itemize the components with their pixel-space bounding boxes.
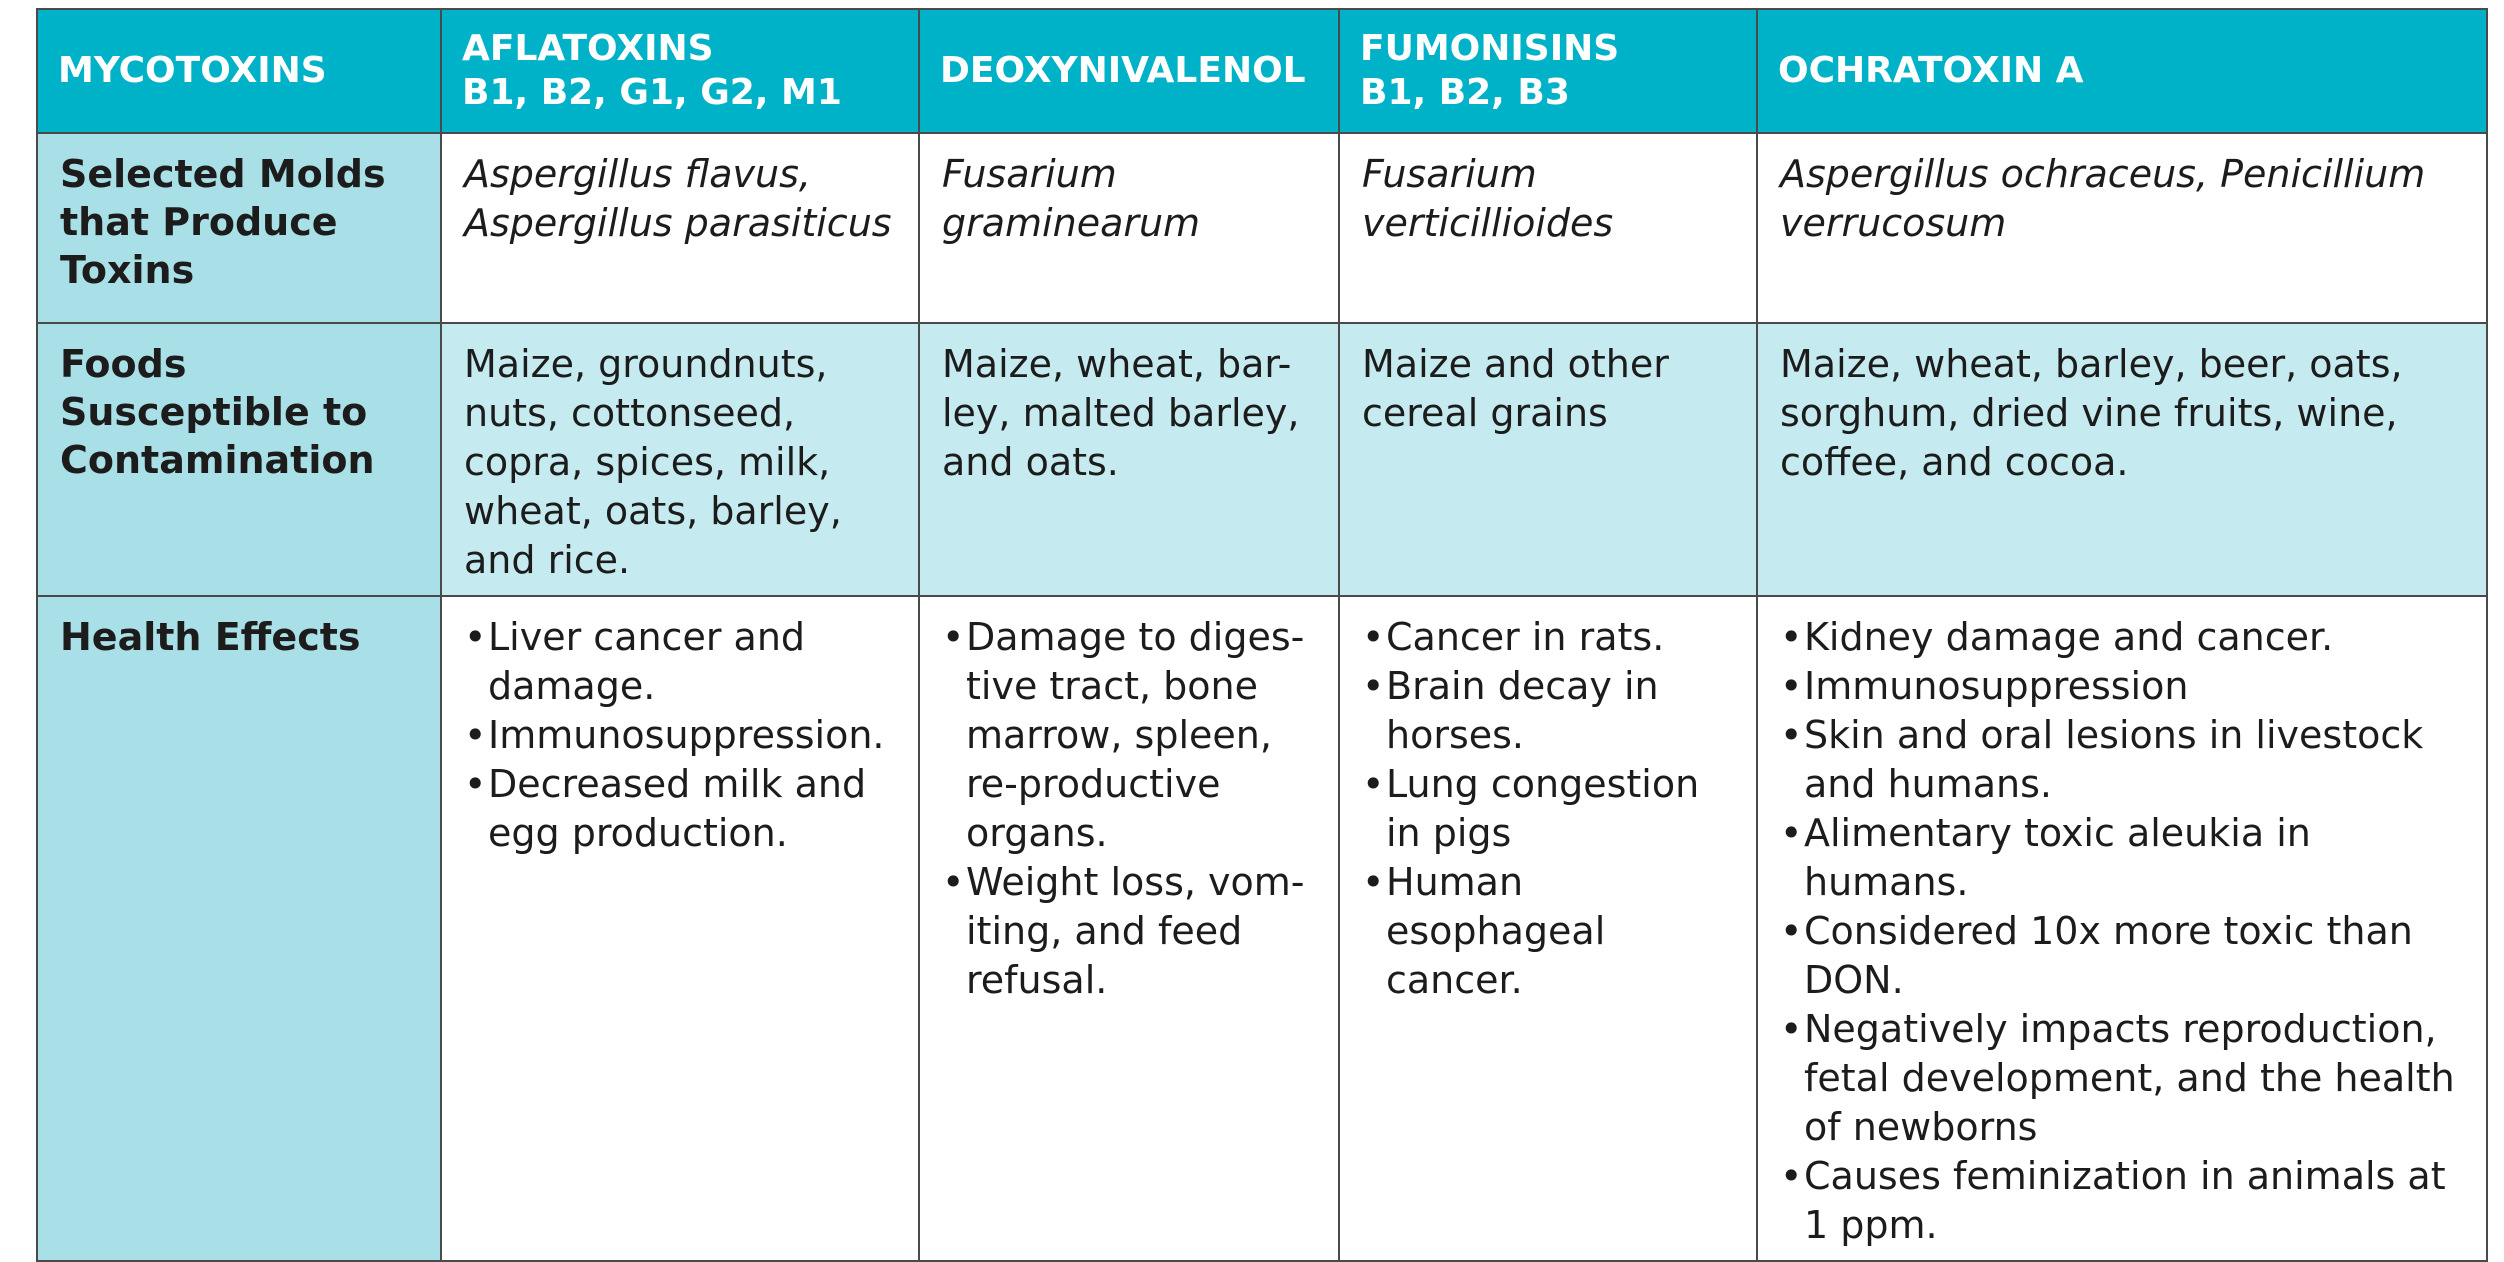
health-effect-item — [1362, 613, 1736, 662]
bullet-glyph: • — [1362, 762, 1385, 806]
bullet-glyph: • — [464, 615, 487, 659]
cell-health-aflatoxins — [441, 596, 919, 1261]
health-list-fumonisins — [1362, 613, 1736, 1005]
header-fumonisins-line1: FUMONISINS — [1360, 28, 1620, 69]
cell-foods-fumonisins: Maize and other cereal grains — [1339, 323, 1757, 596]
bullet-glyph: • — [1362, 664, 1385, 708]
header-fumonisins-line2: B1, B2, B3 — [1360, 72, 1570, 113]
bullet-glyph: • — [1780, 1007, 1803, 1051]
header-fumonisins — [1339, 9, 1757, 133]
health-effect-text: Kidney damage and cancer. — [1804, 615, 2334, 659]
health-effect-item — [464, 711, 898, 760]
cell-foods-ochratoxin: Maize, wheat, barley, beer, oats, sorghum, dried vine fruits, wine, coffee, and cocoa. — [1757, 323, 2487, 596]
header-aflatoxins-line2: B1, B2, G1, G2, M1 — [462, 72, 842, 113]
health-effect-item — [1780, 1005, 2466, 1152]
table-header — [37, 9, 2487, 133]
health-effect-text: Human esophageal cancer. — [1386, 860, 1606, 1002]
bullet-glyph: • — [1780, 664, 1803, 708]
header-row — [37, 9, 2487, 133]
header-deoxynivalenol-label: DEOXYNIVALENOL — [940, 50, 1306, 91]
header-mycotoxins-label: MYCOTOXINS — [58, 50, 327, 91]
health-effect-item — [1780, 1152, 2466, 1250]
row-label-health: Health Effects — [37, 596, 441, 1261]
cell-molds-deoxynivalenol: Fusarium graminearum — [919, 133, 1339, 323]
health-effect-text: Skin and oral lesions in livestock and humans. — [1804, 713, 2424, 806]
bullet-glyph: • — [1362, 615, 1385, 659]
health-effect-text: Liver cancer and damage. — [488, 615, 806, 708]
bullet-glyph: • — [464, 762, 487, 806]
health-effect-text: Negatively impacts reproduction, fetal development, and the health of newborns — [1804, 1007, 2455, 1149]
health-effect-text: Alimentary toxic aleukia in humans. — [1804, 811, 2311, 904]
mycotoxin-table — [36, 8, 2488, 1262]
health-effect-item — [464, 613, 898, 711]
row-label-molds: Selected Molds that Produce Toxins — [37, 133, 441, 323]
health-effect-item — [1780, 613, 2466, 662]
cell-foods-deoxynivalenol: Maize, wheat, bar-ley, malted barley, and oats. — [919, 323, 1339, 596]
cell-molds-aflatoxins: Aspergillus flavus, Aspergillus parasiticus — [441, 133, 919, 323]
health-list-ochratoxin — [1780, 613, 2466, 1250]
health-list-deoxynivalenol — [942, 613, 1318, 1005]
health-effect-item — [1780, 809, 2466, 907]
cell-molds-fumonisins: Fusarium verticillioides — [1339, 133, 1757, 323]
health-list-aflatoxins — [464, 613, 898, 858]
health-effect-item — [1780, 711, 2466, 809]
health-effect-item — [1362, 662, 1736, 760]
bullet-glyph: • — [1780, 615, 1803, 659]
cell-foods-aflatoxins: Maize, groundnuts, nuts, cottonseed, copra, spices, milk, wheat, oats, barley, and rice. — [441, 323, 919, 596]
bullet-glyph: • — [942, 860, 965, 904]
bullet-glyph: • — [1362, 860, 1385, 904]
health-effect-item — [942, 858, 1318, 1005]
header-deoxynivalenol — [919, 9, 1339, 133]
mycotoxin-table-container — [36, 8, 2486, 1247]
table-body — [37, 133, 2487, 1261]
bullet-glyph: • — [1780, 713, 1803, 757]
health-effect-text: Causes feminization in animals at 1 ppm. — [1804, 1154, 2446, 1247]
cell-molds-ochratoxin: Aspergillus ochraceus, Penicillium verrucosum — [1757, 133, 2487, 323]
table-row-molds — [37, 133, 2487, 323]
table-row-health — [37, 596, 2487, 1261]
bullet-glyph: • — [1780, 811, 1803, 855]
health-effect-item — [464, 760, 898, 858]
health-effect-text: Weight loss, vom-iting, and feed refusal. — [966, 860, 1305, 1002]
health-effect-item — [942, 613, 1318, 858]
cell-health-fumonisins — [1339, 596, 1757, 1261]
bullet-glyph: • — [1780, 909, 1803, 953]
header-ochratoxin — [1757, 9, 2487, 133]
bullet-glyph: • — [464, 713, 487, 757]
health-effect-text: Immunosuppression — [1804, 664, 2189, 708]
health-effect-text: Brain decay in horses. — [1386, 664, 1659, 757]
health-effect-item — [1362, 760, 1736, 858]
bullet-glyph: • — [1780, 1154, 1803, 1198]
health-effect-text: Decreased milk and egg production. — [488, 762, 867, 855]
table-row-foods — [37, 323, 2487, 596]
health-effect-text: Considered 10x more toxic than DON. — [1804, 909, 2413, 1002]
bullet-glyph: • — [942, 615, 965, 659]
header-aflatoxins-line1: AFLATOXINS — [462, 28, 714, 69]
cell-health-deoxynivalenol — [919, 596, 1339, 1261]
header-mycotoxins — [37, 9, 441, 133]
row-label-foods: Foods Susceptible to Contamination — [37, 323, 441, 596]
health-effect-item — [1362, 858, 1736, 1005]
health-effect-text: Cancer in rats. — [1386, 615, 1665, 659]
header-ochratoxin-label: OCHRATOXIN A — [1778, 50, 2084, 91]
health-effect-text: Damage to diges-tive tract, bone marrow, spleen, re-productive organs. — [966, 615, 1305, 855]
health-effect-item — [1780, 907, 2466, 1005]
header-aflatoxins — [441, 9, 919, 133]
health-effect-text: Lung congestion in pigs — [1386, 762, 1700, 855]
cell-health-ochratoxin — [1757, 596, 2487, 1261]
health-effect-item — [1780, 662, 2466, 711]
health-effect-text: Immunosuppression. — [488, 713, 885, 757]
